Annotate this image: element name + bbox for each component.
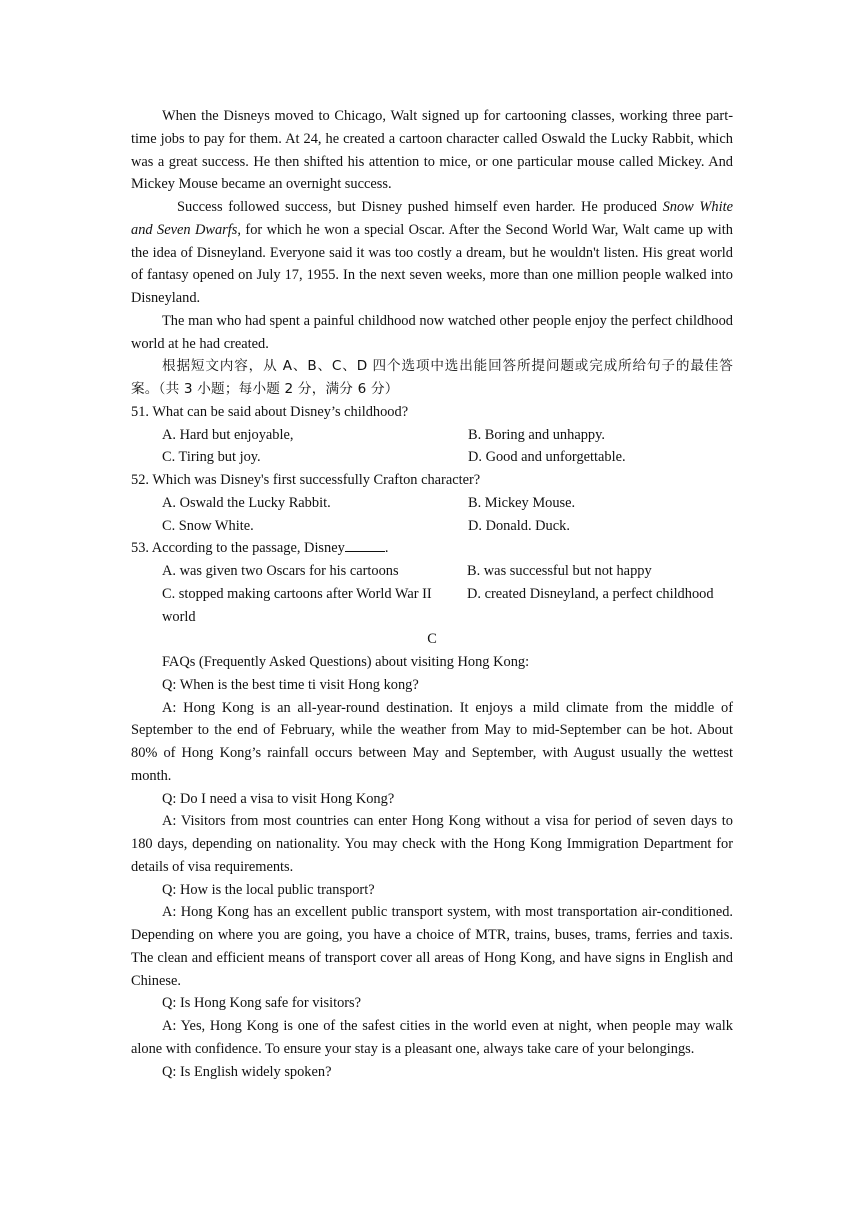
option-51-a: A. Hard but enjoyable, (162, 426, 294, 443)
paragraph-2-text-start: Success followed success, but Disney pushed himself even harder. He produced (177, 199, 663, 215)
question-53-text: 53. According to the passage, Disney (131, 540, 345, 557)
faq-answer-2: A: Visitors from most countries can enter Hong Kong without a visa for period of seven days to 180 days, depending on nationality. You may check with the Hong Kong Immigration Department for details of visa requirements. (131, 813, 733, 875)
question-53-stem (131, 537, 733, 560)
option-53-c: C. stopped making cartoons after World War II (162, 585, 432, 602)
question-53-options (131, 560, 733, 628)
option-51-c: C. Tiring but joy. (162, 449, 261, 466)
option-53-wrap: world (162, 608, 196, 625)
option-51-d: D. Good and unforgettable. (468, 449, 626, 466)
section-instructions: 根据短文内容，从 A、B、C、D 四个选项中选出能回答所提问题或完成所给句子的最佳答案。（共 3 小题；每小题 2 分，满分 6 分） (131, 358, 733, 397)
faq-answer-4: A: Yes, Hong Kong is one of the safest cities in the world even at night, when people may walk alone with confidence. To ensure your stay is a pleasant one, always take care of your belongings. (131, 1018, 733, 1057)
question-53-period: . (384, 540, 389, 557)
faq-answer-3: A: Hong Kong has an excellent public transport system, with most transportation air-conditioned. Depending on where you are going, you have a choice of MTR, trains, buses, trams, ferries and taxis. The clean and efficient means of transport cover all areas of Hong Kong, and have signs in English and Chinese. (131, 904, 733, 989)
option-52-c: C. Snow White. (162, 517, 254, 534)
option-53-d: D. created Disneyland, a perfect childhood (467, 585, 714, 602)
answer-blank (345, 537, 385, 552)
faq-question-5: Q: Is English widely spoken? (162, 1063, 332, 1080)
option-53-b: B. was successful but not happy (467, 563, 652, 579)
paragraph-2-text-end: , for which he won a special Oscar. After the Second World War, Walt came up with the idea of Disneyland. Everyone said it was too costly a dream, but he wouldn't listen. His great world of fantasy opened on July 17, 1955. In the next seven weeks, more than one million people walked into Disneyland. (131, 221, 734, 306)
question-51-options (131, 424, 733, 470)
option-53-a: A. was given two Oscars for his cartoons (162, 563, 399, 579)
passage-paragraph-3: The man who had spent a painful childhood now watched other people enjoy the perfect childhood world at he had created. (131, 312, 733, 352)
option-52-d: D. Donald. Duck. (468, 517, 570, 534)
film-title: Snow White and Seven Dwarfs (131, 199, 733, 238)
option-52-a: A. Oswald the Lucky Rabbit. (162, 494, 331, 511)
faq-question-1: Q: When is the best time ti visit Hong kong? (162, 676, 419, 693)
faq-question-4: Q: Is Hong Kong safe for visitors? (162, 995, 362, 1012)
section-letter: C (427, 631, 437, 648)
passage-paragraph-1: When the Disneys moved to Chicago, Walt signed up for cartooning classes, working three part-time jobs to pay for them. At 24, he created a cartoon character called Oswald the Lucky Rabbit, which was a great success. He then shifted his attention to mice, or one particular mouse called Mickey. And Mickey Mouse became an overnight success. (131, 108, 733, 193)
question-51-stem: 51. What can be said about Disney’s childhood? (131, 403, 409, 420)
passage-paragraph-2 (131, 196, 733, 310)
option-52-b: B. Mickey Mouse. (468, 494, 576, 511)
option-51-b: B. Boring and unhappy. (468, 426, 605, 443)
question-52-options (131, 492, 733, 538)
question-52-stem: 52. Which was Disney's first successfully Crafton character? (131, 472, 481, 488)
faq-answer-1: A: Hong Kong is an all-year-round destination. It enjoys a mild climate from the middle of September to the end of February, while the weather from May to mid-September can be hot. About 80% of Hong Kong’s rainfall occurs between May and September, with August usually the wettest month. (131, 699, 733, 784)
faq-intro: FAQs (Frequently Asked Questions) about visiting Hong Kong: (162, 654, 530, 670)
faq-question-2: Q: Do I need a visa to visit Hong Kong? (162, 790, 395, 807)
document-page (131, 105, 733, 1083)
faq-question-3: Q: How is the local public transport? (162, 881, 375, 898)
